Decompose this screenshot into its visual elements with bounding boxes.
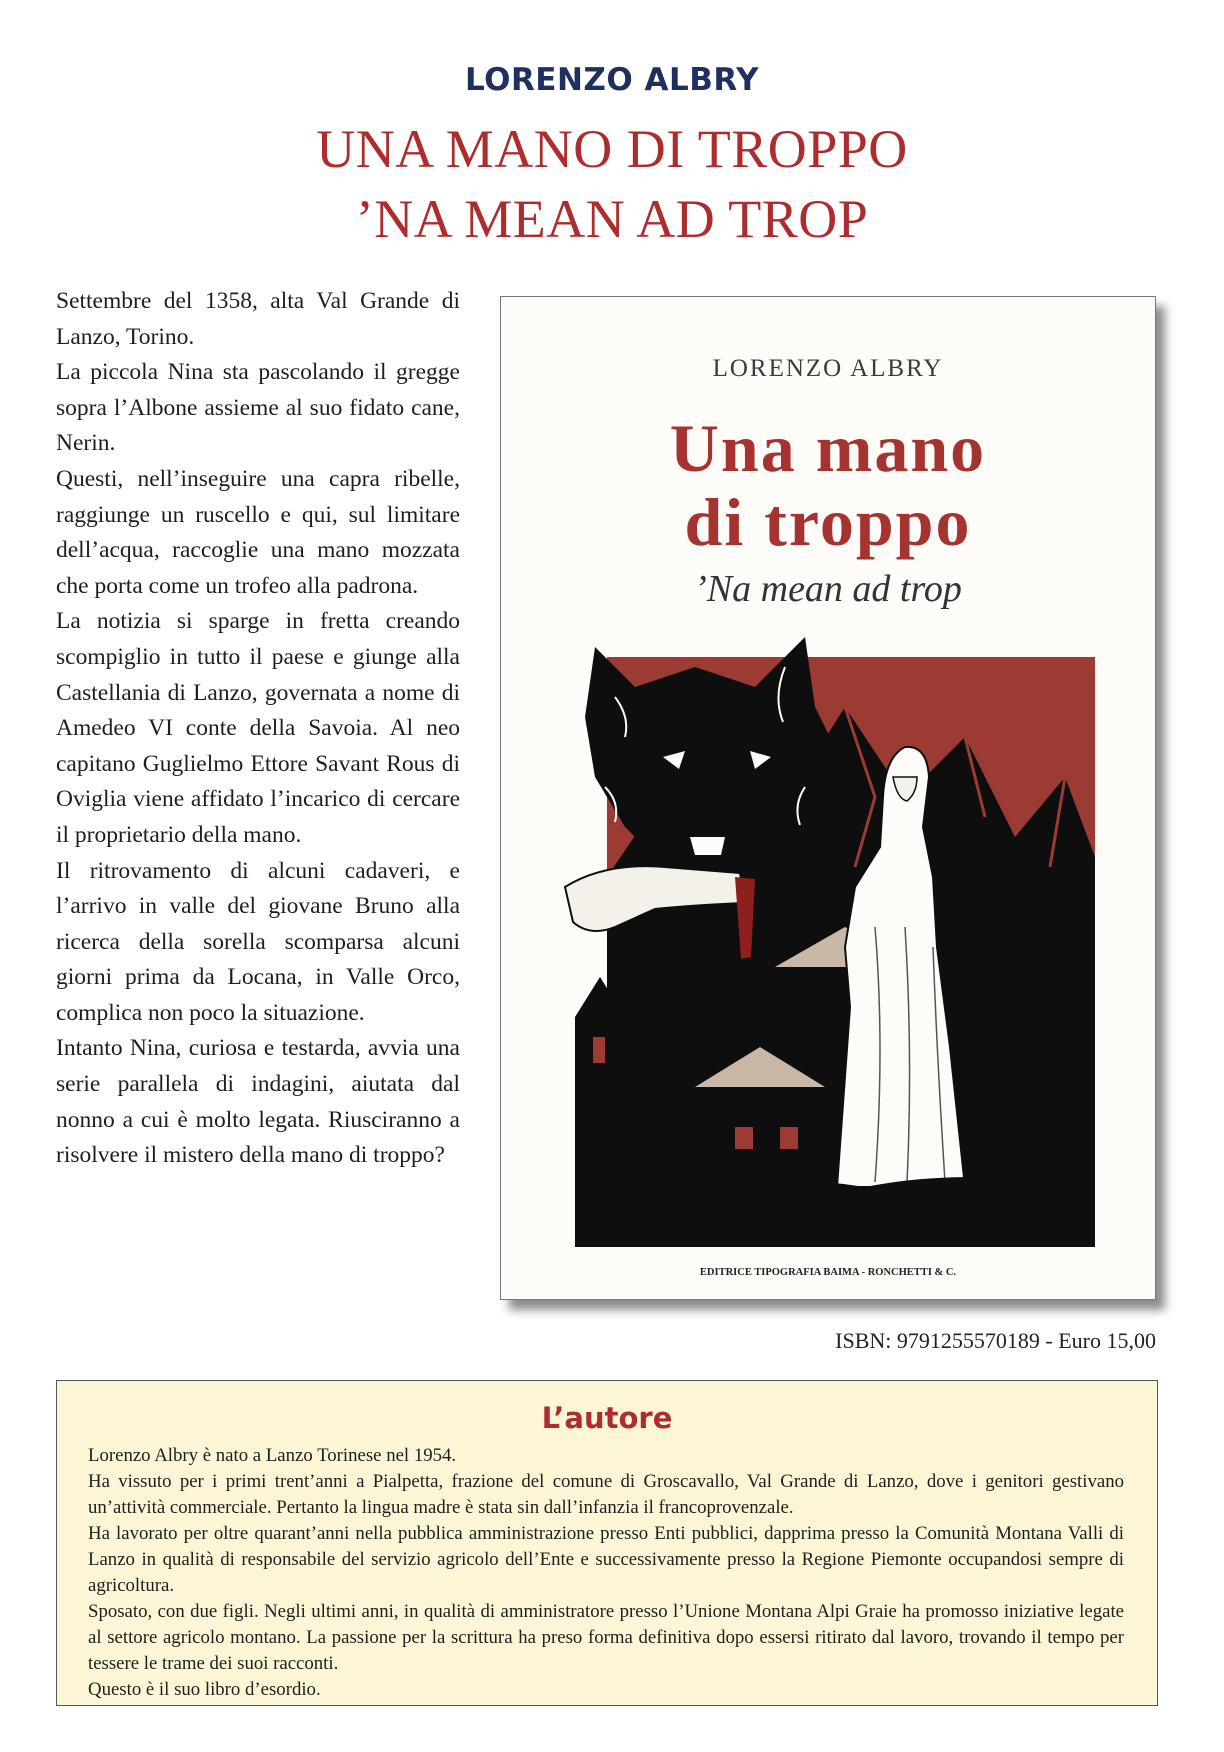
cover-author: LORENZO ALBRY: [712, 355, 944, 382]
title-line-1: UNA MANO DI TROPPO: [316, 119, 908, 179]
author-bio: [88, 1443, 1124, 1703]
synopsis-paragraph: Questi, nell’inseguire una capra ribelle, raggiunge un ruscello e qui, sul limitare dell’acqua, raccoglie una mano mozzata che porta come un trofeo alla padrona.: [56, 465, 460, 599]
author-box: [56, 1380, 1158, 1706]
synopsis-paragraph: Settembre del 1358, alta Val Grande di Lanzo, Torino.: [56, 288, 460, 350]
bio-paragraph: Questo è il suo libro d’esordio.: [88, 1679, 321, 1700]
house-window: [780, 1127, 798, 1149]
wolf-nose: [690, 837, 725, 855]
synopsis-paragraph: Il ritrovamento di alcuni cadaveri, e l’arrivo in valle del giovane Bruno alla ricerca della sorella scomparsa alcuni giorni prima da Locana, in Valle Orco, complica non poco la situazione.: [56, 857, 460, 1026]
bio-paragraph: Lorenzo Albry è nato a Lanzo Torinese nel 1954.: [88, 1445, 457, 1466]
cover-subtitle: ’Na mean ad trop: [694, 568, 962, 610]
house-window: [735, 1127, 753, 1149]
author-box-title: L’autore: [541, 1401, 673, 1435]
church-window: [593, 1037, 605, 1063]
book-cover: [500, 296, 1156, 1300]
bio-paragraph: Ha vissuto per i primi trent’anni a Pialpetta, frazione del comune di Groscavallo, Val Grande di Lanzo, dove i genitori gestivano un’attività commerciale. Pertanto la lingua madre è stata sin dall’infanzia il francoprovenzale.: [88, 1471, 1124, 1518]
cover-title-line-1: Una mano: [669, 410, 987, 486]
bio-paragraph: Sposato, con due figli. Negli ultimi anni, in qualità di amministratore presso l’Unione Montana Alpi Graie ha promosso iniziative legate al settore agricolo montano. La passione per la scrittura ha preso forma definitiva dopo essersi ritirato dal lavoro, trovando il tempo per tessere le trame dei suoi racconti.: [88, 1601, 1124, 1674]
synopsis-paragraph: La piccola Nina sta pascolando il gregge sopra l’Albone assieme al suo fidato cane, Nerin.: [56, 359, 460, 457]
title-line-2: ’NA MEAN AD TROP: [355, 189, 869, 249]
isbn-price: ISBN: 9791255570189 - Euro 15,00: [835, 1328, 1156, 1353]
bio-paragraph: Ha lavorato per oltre quarant’anni nella pubblica amministrazione presso Enti pubblici, dapprima presso la Comunità Montana Valli di Lanzo in qualità di responsabile del servizio agricolo dell’Ente e successivamente presso la Regione Piemonte occupandosi sempre di agricoltura.: [88, 1523, 1124, 1596]
synopsis-paragraph: Intanto Nina, curiosa e testarda, avvia una serie parallela di indagini, aiutata dal nonno a cui è molto legata. Riusciranno a risolvere il mistero della mano di troppo?: [56, 1035, 460, 1169]
cover-title-line-2: di troppo: [684, 484, 972, 560]
synopsis: [56, 284, 460, 1174]
synopsis-paragraph: La notizia si sparge in fretta creando scompiglio in tutto il paese e giunge alla Castellania di Lanzo, governata a nome di Amedeo VI conte della Savoia. Al neo capitano Guglielmo Ettore Savant Rous di Oviglia viene affidato l’incarico di cercare il proprietario della mano.: [56, 608, 460, 848]
cover-illustration: [545, 627, 1105, 1255]
cover-publisher: EDITRICE TIPOGRAFIA BAIMA - RONCHETTI & C.: [699, 1267, 957, 1278]
author-heading: LORENZO ALBRY: [464, 62, 760, 98]
